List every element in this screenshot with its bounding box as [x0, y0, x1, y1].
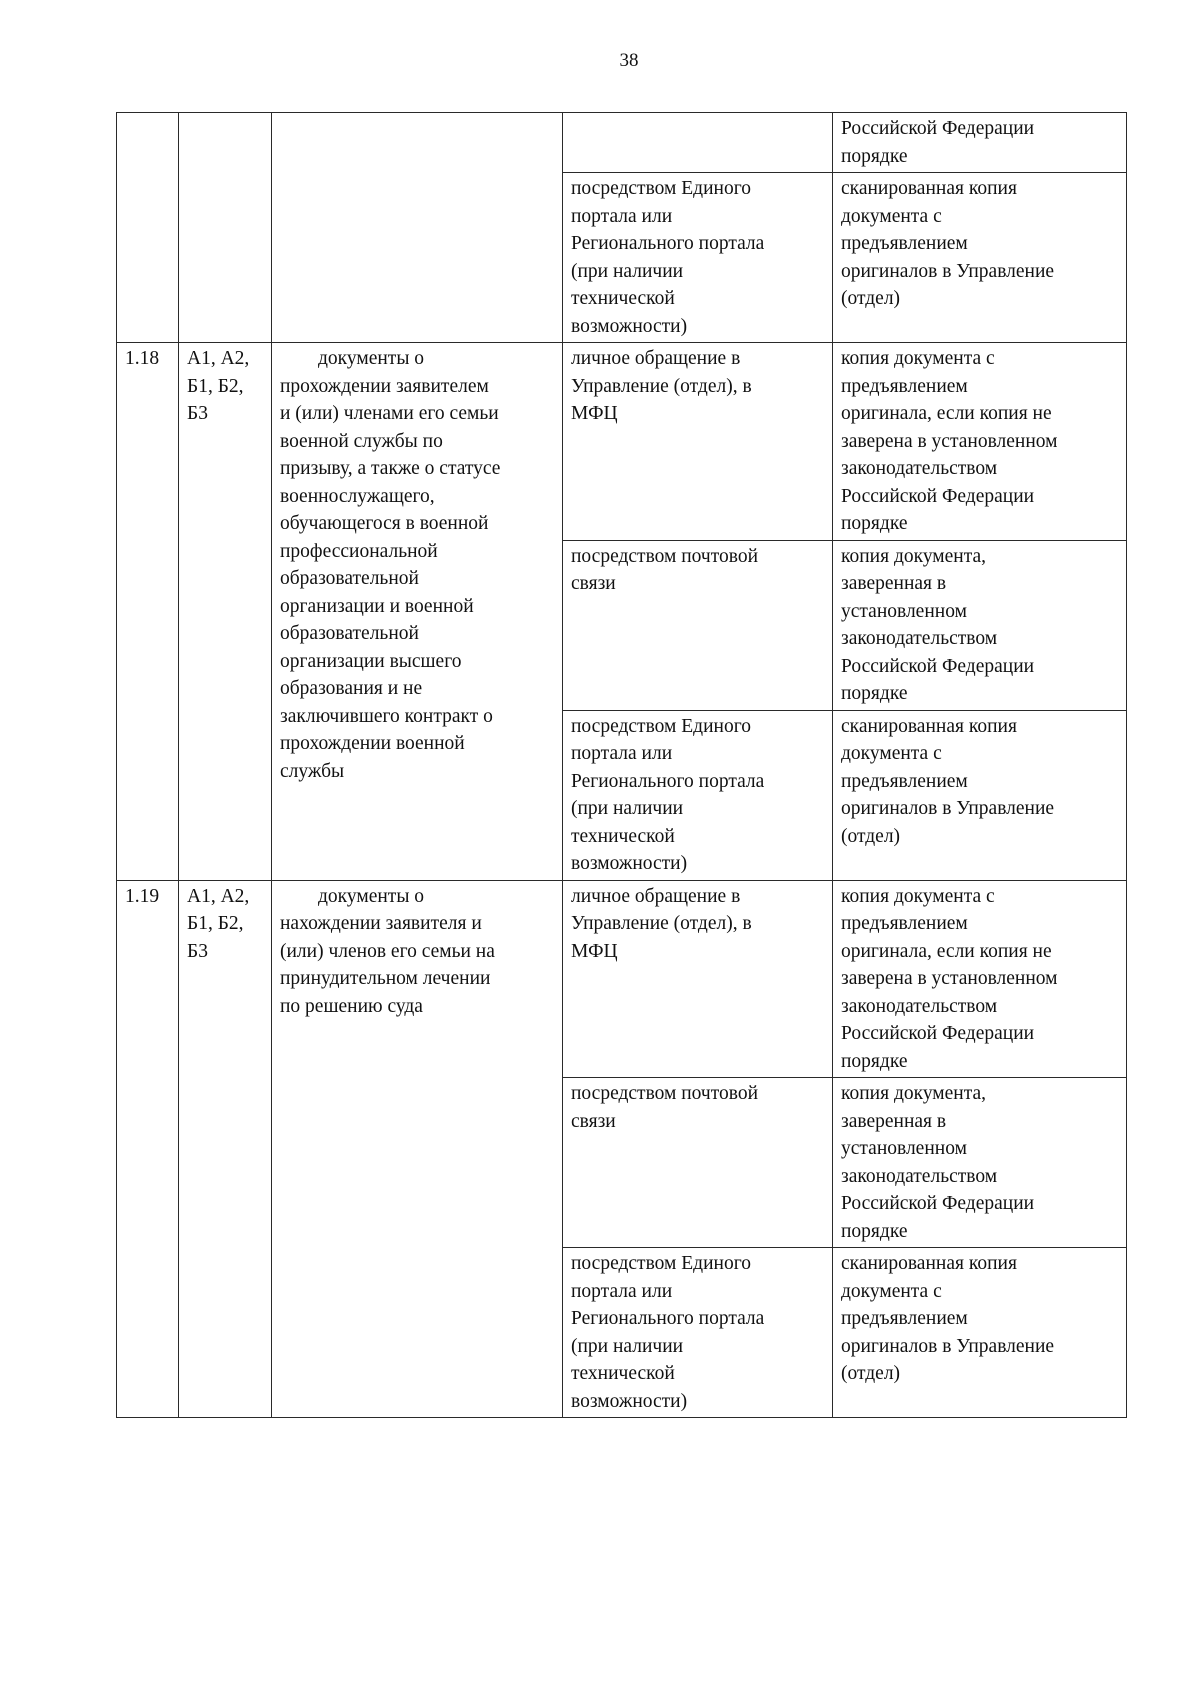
- form-cell: Российской Федерации порядке: [833, 113, 1127, 173]
- num-cell: [117, 113, 179, 343]
- method-cell: посредством Единого портала или Регионального портала (при наличии технической возможности): [563, 1248, 833, 1418]
- page-number: 38: [619, 50, 639, 71]
- row-number: 1.18: [117, 343, 179, 881]
- method-cell: посредством Единого портала или Регионального портала (при наличии технической возможности): [563, 173, 833, 343]
- document-cell: [272, 113, 563, 343]
- form-cell: копия документа, заверенная в установленном законодательством Российской Федерации порядке: [833, 540, 1127, 710]
- table-row: [117, 113, 1127, 173]
- method-cell: личное обращение в Управление (отдел), в МФЦ: [563, 343, 833, 541]
- row-categories: А1, А2, Б1, Б2, Б3: [179, 343, 272, 881]
- row-document: документы о прохождении заявителем и (или) членами его семьи военной службы по призыву, а также о статусе военнослужащего, обучающегося в военной профессиональной образовательной организации и военной образовательной организации высшего образования и не заключившего контракт о прохождении военной службы: [272, 343, 563, 881]
- method-cell: посредством почтовой связи: [563, 1078, 833, 1248]
- form-cell: копия документа с предъявлением оригинала, если копия не заверена в установленном законодательством Российской Федерации порядке: [833, 343, 1127, 541]
- method-cell: посредством почтовой связи: [563, 540, 833, 710]
- row-document: документы о нахождении заявителя и (или) членов его семьи на принудительном лечении по решению суда: [272, 880, 563, 1418]
- form-cell: сканированная копия документа с предъявлением оригиналов в Управление (отдел): [833, 1248, 1127, 1418]
- table-row: [117, 343, 1127, 541]
- table-row: [117, 880, 1127, 1078]
- row-number: 1.19: [117, 880, 179, 1418]
- method-cell: [563, 113, 833, 173]
- method-cell: личное обращение в Управление (отдел), в МФЦ: [563, 880, 833, 1078]
- form-cell: сканированная копия документа с предъявлением оригиналов в Управление (отдел): [833, 173, 1127, 343]
- documents-table: [116, 112, 1127, 1418]
- form-cell: сканированная копия документа с предъявлением оригиналов в Управление (отдел): [833, 710, 1127, 880]
- method-cell: посредством Единого портала или Регионального портала (при наличии технической возможности): [563, 710, 833, 880]
- form-cell: копия документа, заверенная в установленном законодательством Российской Федерации порядке: [833, 1078, 1127, 1248]
- form-cell: копия документа с предъявлением оригинала, если копия не заверена в установленном законодательством Российской Федерации порядке: [833, 880, 1127, 1078]
- category-cell: [179, 113, 272, 343]
- row-categories: А1, А2, Б1, Б2, Б3: [179, 880, 272, 1418]
